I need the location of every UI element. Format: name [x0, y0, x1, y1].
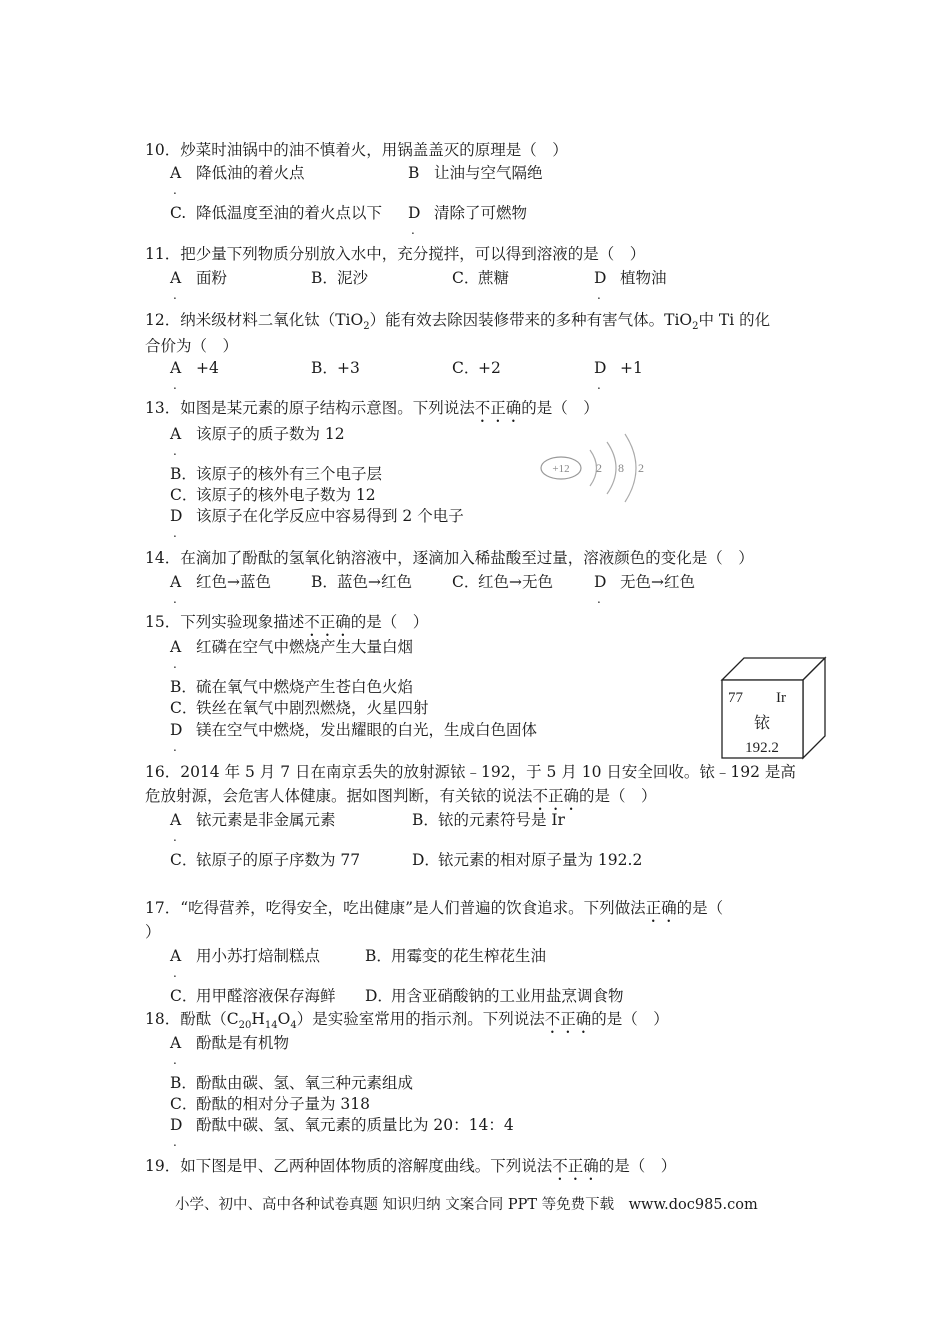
option-letter: B．: [170, 1074, 197, 1092]
option-text: 酚酞是有机物: [196, 1034, 290, 1052]
element-name: 铱: [753, 713, 771, 732]
option-letter: D．: [365, 987, 393, 1005]
atom-structure-diagram: [535, 428, 660, 503]
option-letter: B．: [311, 269, 338, 287]
option-text: 镁在空气中燃烧，发出耀眼的白光，生成白色固体: [196, 721, 538, 739]
element-card-iridium: [718, 656, 828, 762]
q12-option-c: [452, 358, 501, 378]
option-letter: A: [170, 1034, 182, 1052]
q18-option-d: [170, 1115, 514, 1135]
option-text: +4: [196, 359, 219, 377]
option-text: 酚酞的相对分子量为 318: [196, 1095, 371, 1113]
option-text: 用霉变的花生榨花生油: [391, 947, 547, 965]
option-letter: C．: [170, 851, 198, 869]
emphasis-not-correct: 不正确: [474, 399, 522, 417]
atomic-number: 77: [728, 690, 743, 706]
shell-arc-3: [625, 434, 636, 502]
option-text: 酚酞中碳、氢、氧元素的质量比为 20：14：4: [196, 1116, 514, 1134]
option-letter: B．: [170, 678, 197, 696]
option-text: 蓝色→红色: [337, 573, 412, 591]
q11-option-c: [452, 268, 509, 288]
option-text: 蔗糖: [478, 269, 510, 287]
q15-stem: 15．下列实验现象描述不正确的是（ ）: [145, 613, 429, 631]
option-letter: C．: [170, 486, 198, 504]
q14-option-c: [452, 572, 553, 592]
option-letter: D: [170, 507, 183, 525]
q17-option-d: [365, 986, 624, 1006]
shell-electrons-3: 2: [638, 461, 644, 475]
option-text: 红色→无色: [478, 573, 553, 591]
option-text: 硫在氧气中燃烧产生苍白色火焰: [196, 678, 414, 696]
element-symbol: Ir: [776, 690, 786, 706]
q14-option-a: [170, 572, 271, 592]
emphasis-not-correct: 不正确: [544, 1010, 592, 1028]
option-letter: A: [170, 573, 182, 591]
q13-option-b: [170, 464, 382, 484]
option-text: 用甲醛溶液保存海鲜: [196, 987, 336, 1005]
option-text: 用含亚硝酸钠的工业用盐烹调食物: [391, 987, 624, 1005]
emphasis-correct: 正确: [645, 899, 677, 917]
q10-option-b: [408, 163, 543, 183]
q10-option-a: [170, 163, 305, 183]
q15-option-d: [170, 720, 537, 740]
option-text: 面粉: [196, 269, 228, 287]
q12-stem-line2: 合价为（ ）: [145, 337, 239, 355]
option-text: 铱元素的相对原子量为 192.2: [438, 851, 643, 869]
option-letter: D: [170, 721, 183, 739]
option-text: +3: [337, 359, 360, 377]
q13-option-c: [170, 485, 376, 505]
q16-option-b: [412, 810, 565, 830]
q13-option-a: [170, 424, 345, 444]
option-letter: D．: [412, 851, 440, 869]
emphasis-not-correct: 不正确: [532, 787, 580, 805]
q19-stem: 19．如下图是甲、乙两种固体物质的溶解度曲线。下列说法不正确的是（ ）: [145, 1157, 677, 1175]
q13-stem: 13．如图是某元素的原子结构示意图。下列说法不正确的是（ ）: [145, 399, 599, 417]
q16-stem-line2: 危放射源，会危害人体健康。据如图判断，有关铱的说法不正确的是（ ）: [145, 787, 657, 805]
option-letter: A: [170, 425, 182, 443]
option-letter: D: [170, 1116, 183, 1134]
q11-stem: 11．把少量下列物质分别放入水中，充分搅拌，可以得到溶液的是（ ）: [145, 245, 646, 263]
option-letter: A: [170, 359, 182, 377]
q16-option-d: [412, 850, 642, 870]
q13-option-d: [170, 506, 464, 526]
option-letter: B．: [311, 573, 338, 591]
option-text: 铱元素是非金属元素: [196, 811, 336, 829]
option-text: 铱原子的原子序数为 77: [196, 851, 361, 869]
option-text: 让油与空气隔绝: [434, 164, 543, 182]
q18-stem: 18．酚酞$(C_{20}H_{14}O_4)$是实验室常用的指示剂。下列说法不正确的是（ ）: [145, 1010, 669, 1032]
q11-option-a: [170, 268, 227, 288]
q10-option-d: [408, 203, 527, 223]
emphasis-not-correct: 不正确: [552, 1157, 599, 1175]
option-letter: D: [594, 359, 607, 377]
nucleus-charge: +12: [552, 463, 570, 475]
option-letter: C．: [452, 573, 480, 591]
q16-stem-line1: 16．2014 年 5 月 7 日在南京丢失的放射源铱﹣192，于 5 月 10 日安全回收。铱﹣192 是高: [145, 763, 796, 781]
q12-option-d: [594, 358, 643, 378]
option-text: 该原子的核外有三个电子层: [196, 465, 383, 483]
q18-option-a: [170, 1033, 289, 1053]
emphasis-not-correct: 不正确: [304, 613, 351, 631]
option-letter: B．: [365, 947, 392, 965]
q17-option-c: [170, 986, 336, 1006]
option-letter: C．: [170, 987, 198, 1005]
option-letter: A: [170, 638, 182, 656]
q10-option-c: [170, 203, 382, 223]
q18-option-b: [170, 1073, 413, 1093]
option-letter: D: [408, 204, 421, 222]
q16-option-c: [170, 850, 360, 870]
option-text: 用小苏打焙制糕点: [196, 947, 321, 965]
q17-stem-line2: ）: [145, 923, 161, 941]
q17-option-a: [170, 946, 320, 966]
q15-option-c: [170, 698, 429, 718]
q15-option-b: [170, 677, 413, 697]
q14-stem: 14．在滴加了酚酞的氢氧化钠溶液中，逐滴加入稀盐酸至过量，溶液颜色的变化是（ ）: [145, 549, 754, 567]
option-text: +2: [478, 359, 501, 377]
option-text: 清除了可燃物: [434, 204, 528, 222]
option-letter: C．: [170, 1095, 198, 1113]
option-text: 该原子的核外电子数为 12: [196, 486, 376, 504]
q12-option-b: [311, 358, 360, 378]
q11-option-d: [594, 268, 667, 288]
option-letter: D: [594, 269, 607, 287]
option-text: 铁丝在氧气中剧烈燃烧，火星四射: [196, 699, 429, 717]
option-letter: A: [170, 164, 182, 182]
q17-stem: 17．“吃得营养，吃得安全，吃出健康”是人们普遍的饮食追求。下列做法正确的是（: [145, 899, 724, 917]
option-letter: A: [170, 947, 182, 965]
option-letter: B．: [170, 465, 197, 483]
q15-option-a: [170, 637, 413, 657]
option-letter: D: [594, 573, 607, 591]
q17-option-b: [365, 946, 546, 966]
q12-stem: 12．纳米级材料二氧化钛（TiO$_2$）能有效去除因装修带来的多种有害气体。TiO$_2$中 Ti 的化: [145, 311, 771, 333]
shell-electrons-2: 8: [618, 461, 624, 475]
option-letter: A: [170, 811, 182, 829]
option-letter: C．: [452, 359, 480, 377]
option-text: 无色→红色: [620, 573, 695, 591]
option-text: 酚酞由碳、氢、氧三种元素组成: [196, 1074, 414, 1092]
page-footer: 小学、初中、高中各种试卷真题 知识归纳 文案合同 PPT 等免费下载 www.doc985.com: [175, 1197, 758, 1213]
atomic-mass: 192.2: [745, 740, 779, 756]
option-text: 铱的元素符号是 Ir: [438, 811, 565, 829]
q11-option-b: [311, 268, 368, 288]
q12-option-a: [170, 358, 219, 378]
q14-option-b: [311, 572, 412, 592]
option-letter: B．: [311, 359, 338, 377]
option-text: 降低油的着火点: [196, 164, 305, 182]
shell-electrons-1: 2: [596, 461, 602, 475]
option-letter: B．: [412, 811, 439, 829]
option-letter: C.: [170, 204, 187, 222]
option-text: 降低温度至油的着火点以下: [196, 204, 383, 222]
q10-stem: 10．炒菜时油锅中的油不慎着火，用锅盖盖灭的原理是（ ）: [145, 141, 568, 159]
option-letter: C．: [452, 269, 480, 287]
option-letter: B: [408, 164, 420, 182]
q16-option-a: [170, 810, 336, 830]
option-text: 红磷在空气中燃烧产生大量白烟: [196, 638, 414, 656]
shell-arc-2: [607, 442, 616, 494]
option-letter: A: [170, 269, 182, 287]
option-text: 红色→蓝色: [196, 573, 271, 591]
option-text: 植物油: [620, 269, 667, 287]
option-text: 泥沙: [337, 269, 369, 287]
option-text: 该原子在化学反应中容易得到 2 个电子: [196, 507, 464, 525]
option-text: 该原子的质子数为 12: [196, 425, 345, 443]
q18-option-c: [170, 1094, 370, 1114]
option-text: +1: [620, 359, 643, 377]
option-letter: C．: [170, 699, 198, 717]
q14-option-d: [594, 572, 695, 592]
